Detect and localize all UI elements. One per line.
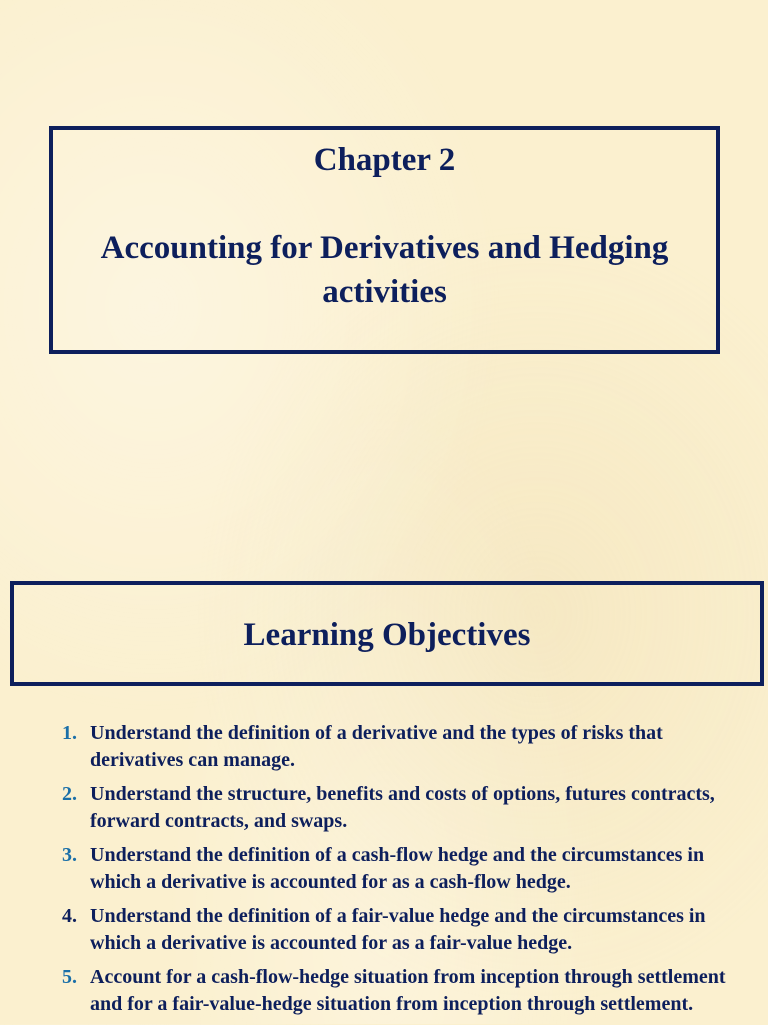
objective-number: 5. xyxy=(62,966,77,988)
objective-text: Understand the definition of a fair-value hedge and the circumstances in which a derivative is accounted for as a fair-value hedge. xyxy=(90,905,706,954)
objectives-heading-box xyxy=(10,581,764,686)
objectives-heading: Learning Objectives xyxy=(243,617,531,653)
objective-item-4 xyxy=(62,903,752,957)
objective-text: Understand the structure, benefits and costs of options, futures contracts, forward contracts, and swaps. xyxy=(90,783,715,832)
objective-item-2 xyxy=(62,781,752,835)
objectives-list xyxy=(62,720,752,1025)
objective-text: Understand the definition of a cash-flow hedge and the circumstances in which a derivative is accounted for as a cash-flow hedge. xyxy=(90,844,705,893)
objective-item-5 xyxy=(62,964,752,1018)
chapter-title-box xyxy=(49,126,720,354)
objective-text: Understand the definition of a derivative and the types of risks that derivatives can manage. xyxy=(90,722,663,771)
chapter-label: Chapter 2 xyxy=(313,142,456,178)
objective-number: 4. xyxy=(62,905,77,927)
objective-text: Account for a cash-flow-hedge situation from inception through settlement and for a fair-value-hedge situation from inception through settlement. xyxy=(90,966,726,1015)
chapter-title: Accounting for Derivatives and Hedging activities xyxy=(100,230,669,310)
objective-number: 3. xyxy=(62,844,77,866)
objective-item-1 xyxy=(62,720,752,774)
objective-number: 1. xyxy=(62,722,77,744)
objective-number: 2. xyxy=(62,783,77,805)
objective-item-3 xyxy=(62,842,752,896)
